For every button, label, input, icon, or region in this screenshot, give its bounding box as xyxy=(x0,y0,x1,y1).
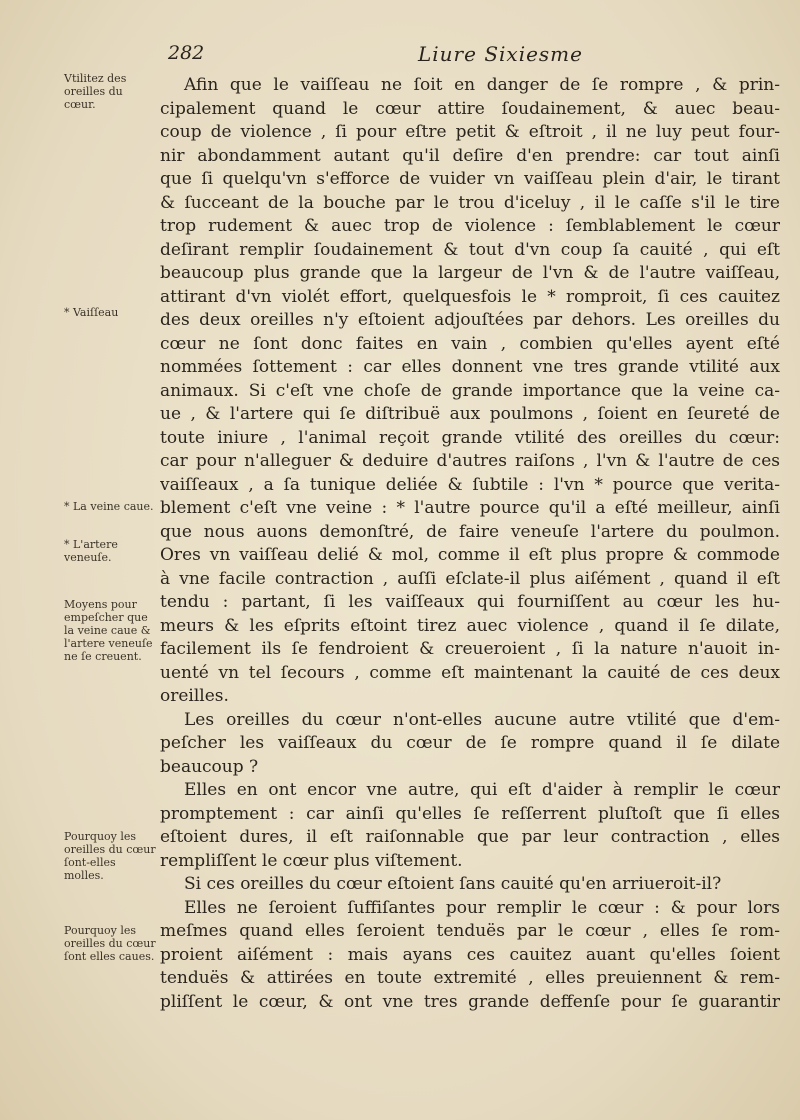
text-line: meurs & les eſprits eſtoint tirez auec violence , quand il ſe dilate, xyxy=(160,615,780,636)
text-line: des deux oreilles n'y eſtoient adjouſtées par dehors. Les oreilles du xyxy=(160,310,780,330)
text-line: nommées ſottement : car elles donnent vne tres grande vtilité aux xyxy=(160,357,780,377)
text-line: vaiſſeaux , a ſa tunique deliée & ſubtile : l'vn * pource que verita- xyxy=(160,474,780,495)
text-line: peſcher les vaiſſeaux du cœur de ſe rompre quand il ſe dilate xyxy=(160,733,780,753)
text-line: rempliſſent le cœur plus viſtement. xyxy=(160,850,463,871)
margin-note: * L'artere veneuſe. xyxy=(64,538,118,564)
text-line: eſtoient dures, il eſt raiſonnable que par leur contraction , elles xyxy=(160,827,780,847)
text-line: que ſi quelqu'vn s'efforce de vuider vn vaiſſeau plein d'air, le tirant xyxy=(160,169,780,189)
margin-notes xyxy=(0,0,160,1120)
text-line: beaucoup ? xyxy=(160,756,259,777)
text-line: Afin que le vaiſſeau ne ſoit en danger de ſe rompre , & prin- xyxy=(184,75,780,95)
text-line: tendu : partant, ſi les vaiſſeaux qui fourniſſent au cœur les hu- xyxy=(160,592,780,612)
text-line: promptement : car ainſi qu'elles ſe reſſerrent pluſtoſt que ſi elles xyxy=(160,803,780,824)
margin-note: Moyens pour empeſcher que la veine caue & l'artere veneuſe ne ſe creuent. xyxy=(64,598,153,663)
text-line: attirant d'vn violét effort, quelquesfois le * romproit, ſi ces cauitez xyxy=(160,286,780,307)
text-line: toute iniure , l'animal reçoit grande vtilité des oreilles du cœur: xyxy=(160,427,780,448)
margin-note: Pourquoy les oreilles du cœur ſont elles caues. xyxy=(64,924,156,963)
text-line: cipalement quand le cœur attire ſoudainement, & auec beau- xyxy=(160,98,780,119)
text-line: Ores vn vaiſſeau delié & mol, comme il eſt plus propre & commode xyxy=(160,545,780,565)
text-line: coup de violence , ſi pour eſtre petit & eſtroit , il ne luy peut four- xyxy=(160,122,780,142)
text-line: proient aiſément : mais ayans ces cauitez auant qu'elles ſoient xyxy=(160,944,780,965)
text-line: Elles ne ſeroient ſuffiſantes pour remplir le cœur : & pour lors xyxy=(184,897,780,918)
text-line: Elles en ont encor vne autre, qui eſt d'aider à remplir le cœur xyxy=(184,780,780,800)
body-text xyxy=(160,74,780,1014)
book-title: Liure Sixiesme xyxy=(418,42,583,66)
text-line: & ſucceant de la bouche par le trou d'iceluy , il le caſſe s'il le tire xyxy=(160,192,780,213)
text-line: Si ces oreilles du cœur eſtoient ſans cauité qu'en arriueroit-il? xyxy=(184,874,722,894)
text-line: car pour n'alleguer & deduire d'autres raiſons , l'vn & l'autre de ces xyxy=(160,451,780,471)
text-line: tenduës & attirées en toute extremité , elles preuiennent & rem- xyxy=(160,968,780,988)
text-line: pliſſent le cœur, & ont vne tres grande deffenſe pour ſe guarantir xyxy=(160,991,780,1012)
text-line: deſirant remplir ſoudainement & tout d'vn coup ſa cauité , qui eſt xyxy=(160,239,780,260)
text-line: blement c'eſt vne veine : * l'autre pource qu'il a eſté meilleur, ainſi xyxy=(160,498,780,518)
text-line: meſmes quand elles ſeroient tenduës par le cœur , elles ſe rom- xyxy=(160,921,780,941)
text-line: beaucoup plus grande que la largeur de l'vn & de l'autre vaiſſeau, xyxy=(160,263,780,283)
margin-note: Pourquoy les oreilles du cœur ſont-elles molles. xyxy=(64,830,156,882)
text-line: Les oreilles du cœur n'ont-elles aucune autre vtilité que d'em- xyxy=(184,709,780,730)
text-line: oreilles. xyxy=(160,686,229,706)
text-line: à vne facile contraction , auſſi eſclate-il plus aiſément , quand il eſt xyxy=(160,568,780,589)
margin-note: * Vaiſſeau xyxy=(64,306,119,319)
text-line: nir abondamment autant qu'il deſire d'en prendre: car tout ainſi xyxy=(160,145,780,166)
text-line: uenté vn tel ſecours , comme eſt maintenant la cauité de ces deux xyxy=(160,662,780,683)
margin-note: * La veine caue. xyxy=(64,500,154,513)
page-number: 282 xyxy=(168,42,205,64)
text-line: trop rudement & auec trop de violence : ſemblablement le cœur xyxy=(160,216,780,236)
margin-note: Vtilitez des oreilles du cœur. xyxy=(64,72,127,111)
text-line: ue , & l'artere qui ſe diſtribuë aux poulmons , ſoient en ſeureté de xyxy=(160,404,780,424)
running-head xyxy=(150,42,780,72)
text-line: cœur ne ſont donc faites en vain , combien qu'elles ayent eſté xyxy=(160,333,780,354)
text-line: que nous auons demonſtré, de faire veneuſe l'artere du poulmon. xyxy=(160,521,780,542)
text-line: animaux. Si c'eſt vne choſe de grande importance que la veine ca- xyxy=(160,380,780,401)
text-line: facilement ils ſe fendroient & creueroient , ſi la nature n'auoit in- xyxy=(160,639,780,659)
